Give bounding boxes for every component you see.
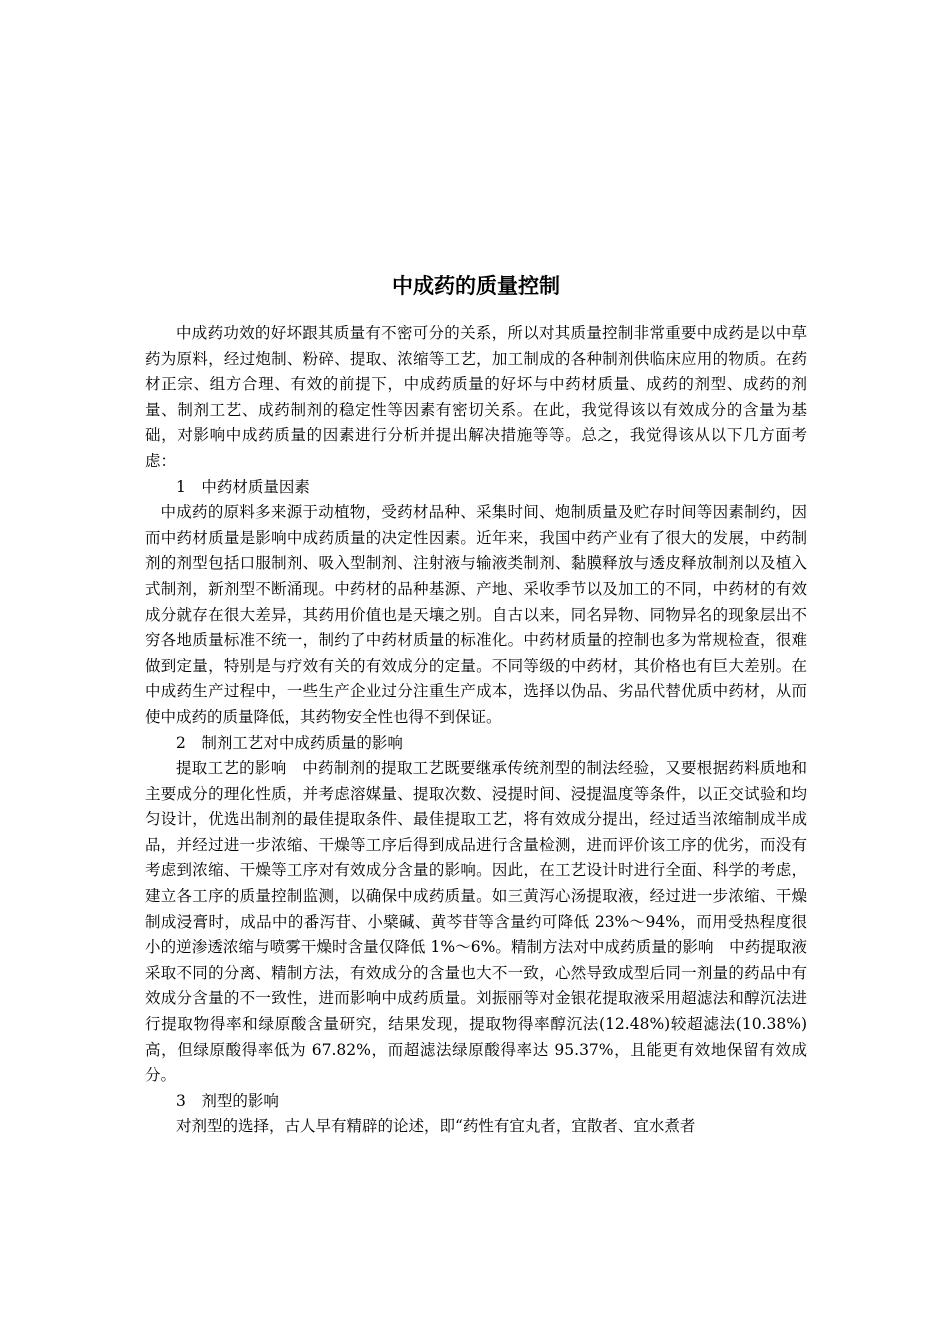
intro-paragraph: 中成药功效的好坏跟其质量有不密可分的关系，所以对其质量控制非常重要中成药是以中草药为原料，经过炮制、粉碎、提取、浓缩等工艺，加工制成的各种制剂供临床应用的物质。在药材正宗、组方合理、有效的前提下，中成药质量的好坏与中药材质量、成药的剂型、成药的剂量、制剂工艺、成药制剂的稳定性等因素有密切关系。在此，我觉得该以有效成分的含量为基础，对影响中成药质量的因素进行分析并提出解决措施等等。总之，我觉得该从以下几方面考虑： — [145, 324, 807, 470]
document-title: 中成药的质量控制 — [392, 274, 560, 298]
section-1-paragraph: 中成药的原料多来源于动植物，受药材品种、采集时间、炮制质量及贮存时间等因素制约，因而中药材质量是影响中成药质量的决定性因素。近年来，我国中药产业有了很大的发展，中药制剂的剂型包括口服制剂、吸入型制剂、注射液与输液类制剂、黏膜释放与透皮释放制剂以及植入式制剂，新剂型不断涌现。中药材的品种基源、产地、采收季节以及加工的不同，中药材的有效成分就存在很大差异，其药用价值也是天壤之别。自古以来，同名异物、同物异名的现象层出不穷各地质量标准不统一，制约了中药材质量的标准化。中药材质量的控制也多为常规检查，很难做到定量，特别是与疗效有关的有效成分的定量。不同等级的中药材，其价格也有巨大差别。在中成药生产过程中，一些生产企业过分注重生产成本，选择以伪品、劣品代替优质中药材，从而使中成药的质量降低，其药物安全性也得不到保证。 — [145, 503, 807, 726]
section-heading-2: 2 制剂工艺对中成药质量的影响 — [176, 733, 403, 752]
section-heading-3: 3 剂型的影响 — [176, 1091, 279, 1110]
section-heading-1: 1 中药材质量因素 — [176, 477, 310, 496]
section-3-paragraph: 对剂型的选择，古人早有精辟的论述，即“药性有宜丸者，宜散者、宜水煮者 — [176, 1117, 696, 1136]
section-2-paragraph: 提取工艺的影响 中药制剂的提取工艺既要继承传统剂型的制法经验，又要根据药料质地和主要成分的理化性质，并考虑溶媒量、提取次数、浸提时间、浸提温度等条件，以正交试验和均匀设计，优选出制剂的最佳提取条件、最佳提取工艺，将有效成分提出，经过适当浓缩制成半成品，并经过进一步浓缩、干燥等工序后得到成品进行含量检测，进而评价该工序的优劣，而没有考虑到浓缩、干燥等工序对有效成分含量的影响。因此，在工艺设计时进行全面、科学的考虑，建立各工序的质量控制监测，以确保中成药质量。如三黄泻心汤提取液，经过进一步浓缩、干燥制成浸膏时，成品中的番泻苷、小檗碱、黄芩苷等含量约可降低 23%～94%，而用受热程度很小的逆渗透浓缩与喷雾干燥时含量仅降低 1%～6%。精制方法对中成药质量的影响 中药提取液采取不同的分离、精制方法，有效成分的含量也大不一致，心然导致成型后同一剂量的药品中有效成分含量的不一致性，进而影响中成药质量。刘振丽等对金银花提取液采用超滤法和醇沉法进行提取物得率和绿原酸含量研究，结果发现，提取物得率醇沉法(12.48%)较超滤法(10.38%)高，但绿原酸得率低为 67.82%，而超滤法绿原酸得率达 95.37%，且能更有效地保留有效成分。 — [145, 759, 807, 1085]
document-body — [145, 321, 807, 1140]
